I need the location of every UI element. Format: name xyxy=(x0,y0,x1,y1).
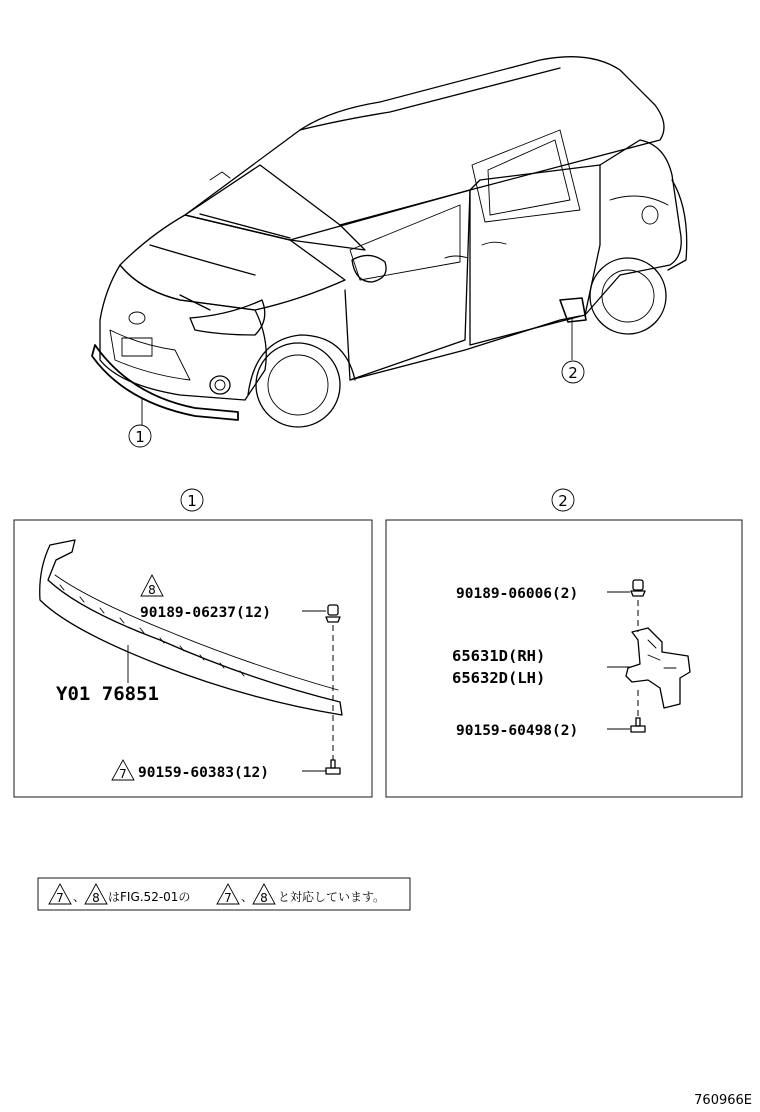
clip-part-label: 90189-06237(12) xyxy=(140,605,271,621)
top-clip-label: 90189-06006(2) xyxy=(456,586,579,602)
top-clip-icon xyxy=(631,580,645,596)
screw-icon xyxy=(326,760,340,774)
panel-2-header xyxy=(552,489,574,511)
bracket-rh-label: 65631D(RH) xyxy=(452,647,546,665)
svg-text:1: 1 xyxy=(187,492,197,510)
svg-text:2: 2 xyxy=(568,364,578,382)
svg-text:8: 8 xyxy=(260,891,268,905)
note-box xyxy=(38,878,410,910)
screw-part-label: 90159-60383(12) xyxy=(138,765,269,781)
svg-text:1: 1 xyxy=(135,428,145,446)
triangle-ref-7-note xyxy=(49,884,71,905)
svg-text:8: 8 xyxy=(92,891,100,905)
bottom-screw-label: 90159-60498(2) xyxy=(456,723,579,739)
svg-text:8: 8 xyxy=(148,583,156,597)
vehicle-illustration xyxy=(92,57,687,427)
part-number-main: Y01 76851 xyxy=(56,683,159,705)
panel-1-frame xyxy=(14,520,372,797)
triangle-ref-8-a xyxy=(141,575,163,597)
panel-1-header xyxy=(181,489,203,511)
note-text-mid: はFIG.52-01の xyxy=(108,890,191,904)
figure-code: 760966E xyxy=(694,1093,752,1108)
svg-text:2: 2 xyxy=(558,492,568,510)
triangle-ref-7-a xyxy=(112,760,134,781)
triangle-ref-8-note xyxy=(85,884,107,905)
svg-text:7: 7 xyxy=(56,891,64,905)
bracket-lh-label: 65632D(LH) xyxy=(452,669,546,687)
note-separator-1: 、 xyxy=(73,890,86,904)
note-text-end: と対応しています。 xyxy=(278,890,386,904)
mudguard-bracket-part xyxy=(626,628,690,708)
triangle-ref-8-note-b xyxy=(253,884,275,905)
triangle-ref-7-note-b xyxy=(217,884,239,905)
svg-text:7: 7 xyxy=(224,891,232,905)
clip-icon xyxy=(326,605,340,622)
note-separator-2: 、 xyxy=(241,890,254,904)
bottom-screw-icon xyxy=(631,718,645,732)
callout-1 xyxy=(129,425,151,447)
callout-2 xyxy=(562,361,584,383)
svg-text:7: 7 xyxy=(119,767,127,781)
